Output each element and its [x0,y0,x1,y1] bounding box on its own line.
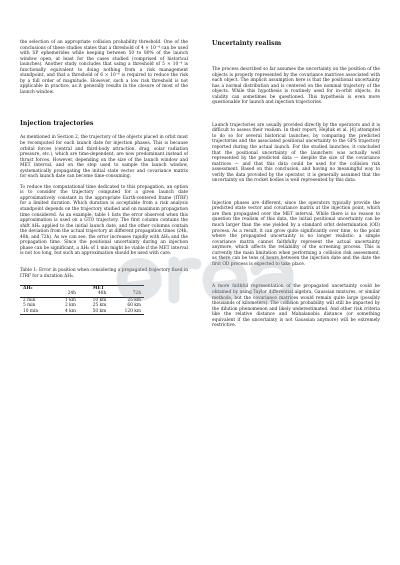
left-column [20,40,188,315]
table-cell: 25 km [92,303,107,309]
table-cell: 1 km [53,297,79,303]
table-row-header: ΔH₀ [20,286,53,292]
table-cell: 60 km [127,303,141,309]
table-col-header: 48h [97,291,107,297]
section-heading-injection: Injection trajectories [20,120,94,128]
right-column [212,40,380,334]
uncertainty-paragraph-2: Launch trajectories are usually provided directly by the operators and it is difficult to assess their realism. In their report, Hejduk et al. [4] attempted to do so for several historical launches, by comparing the predicted trajectories and the associated positional uncertainty to the GPS trajectory reported during the actual launch. For the studied launches, it concluded that the positional uncertainty of the launchers was actually well represented by the predicted data — despite the size of the covariance matrices — and that this data could be used for the collision risk assessment. Based on this conclusion, and having no meaningful way to verify the data provided by the operator, it is generally assumed that the uncertainty on the rocket bodies is well represented by this data. [212,122,380,184]
table-cell: 120 km [109,309,144,315]
table-cell: 25 km [109,297,144,303]
error-table [20,285,144,315]
section-heading-uncertainty: Uncertainty realism [212,40,282,47]
table-row [20,309,144,315]
table-cell: 4 km [53,309,79,315]
table-col-header: 24h [67,291,76,297]
table-cell: 50 km [79,309,109,315]
uncertainty-paragraph-1: The process described so far assumes the uncertainty on the position of the objects is properly represented by the covariance matrices associated with each object. The implicit assumption here is that the positional uncertainty has a normal distribution and is centered on the nominal trajectory of the objects. While this hypothesis is routinely used for in-orbit objects, its validity can sometimes be questioned. This hypothesis is even more questionable for launch and injection trajectories. [212,67,380,106]
uncertainty-paragraph-3: Injection phases are different, since the operators typically provide the predicted state vector and covariance matrix at the injection point, which are then propagated over the MET interval. While there is no reason to question the realism of this data, the initial positional uncertainty can be much larger than the one yielded by a standard orbit determination (OD) process. As a result, it can grow quite significantly over time, to the point where the propagated uncertainty is no longer realistic: a simple covariance matrix cannot faithfully represent the actual uncertainty anymore, which affects the reliability of the screening process. This is currently the main limitation when performing a collision risk assessment, as there can be tens of hours between the injection date and the date the first OD process is expected to take place. [212,200,380,267]
uncertainty-paragraph-4: A more faithful representation of the propagated uncertainty could be obtained by using Taylor differential algebra, Gaussian mixtures, or similar methods, but the covariance matrices would remain quite large (possibly thousands of kilometers). The collision probability will still be impacted by the dilution phenomenon and likely underestimated. And other risk criteria like the relative distance and Mahalanobis distance (or something equivalent if the uncertainty is not Gaussian anymore) will be extremely restrictive. [212,284,380,329]
table-group-header: MET [53,286,144,292]
table-col-header: 72h [132,291,141,297]
injection-paragraph-1: As mentioned in Section 2, the trajectory of the objects placed in orbit must be recomputed for each launch date for injection phases. This is because orbital forces (central and third-body attraction, drag, solar radiation pressure, etc.), which are time-dependent, are now predominant instead of thrust forces. However, depending on the size of the launch window and MET interval, and on the step used to sample the launch window, systematically propagating the initial state vector and covariance matrix for each launch date can become time-consuming. [20,135,188,180]
injection-paragraph-2: To reduce the computational time dedicated to this propagation, an option is to consider the trajectory computed for a given launch date approximatively constant in the appropriate Earth-centered frame (ITRF) for a limited duration. Which duration is acceptable from a risk analysis standpoint depends on the trajectory studied and on maximum propagation time considered. As an example, table 1 lists the error observed when this approximation is used on a GTO trajectory. The first column contains the shift ΔH₀ applied to the initial launch date, and the other columns contain the deviation from the actual trajectory at different propagation times (24h, 48h, and 72h). As we can see, the error increases rapidly with ΔH₀ and the propagation time. Since the positional uncertainty during an injection phase can be significant, a ΔH₀ of 1 min might be viable if the MET interval is not too long, but such an approximation should be used with care. [20,184,188,257]
table-caption: Table 1: Error in position when considering a propagated trajectory fixed in ITRF for a duration ΔH₀. [20,267,188,279]
intro-paragraph: the selection of an appropriate collision probability threshold. One of the conclusions of these studies states that a threshold of 4 × 10⁻⁴ can be used with SP ephemerides while keeping between 50 to 80% of the launch window open, at least for the cases studied (comprised of historical launches). Another study concludes that using a threshold of 5 × 10⁻⁴ is functionally equivalent to doing nothing from a risk management standpoint, and that a threshold of 6 × 10⁻⁶ is required to reduce the risk by a full order of magnitude. However, such a low risk threshold is not applicable in practice, as it generally results in the closure of most of the launch window. [20,40,188,95]
table-cell: 2 min [20,297,53,303]
table-cell: 2 km [65,303,76,309]
table-cell: 5 min [23,303,36,309]
table-cell: 10 km [79,297,109,303]
table-cell: 10 min [20,309,53,315]
